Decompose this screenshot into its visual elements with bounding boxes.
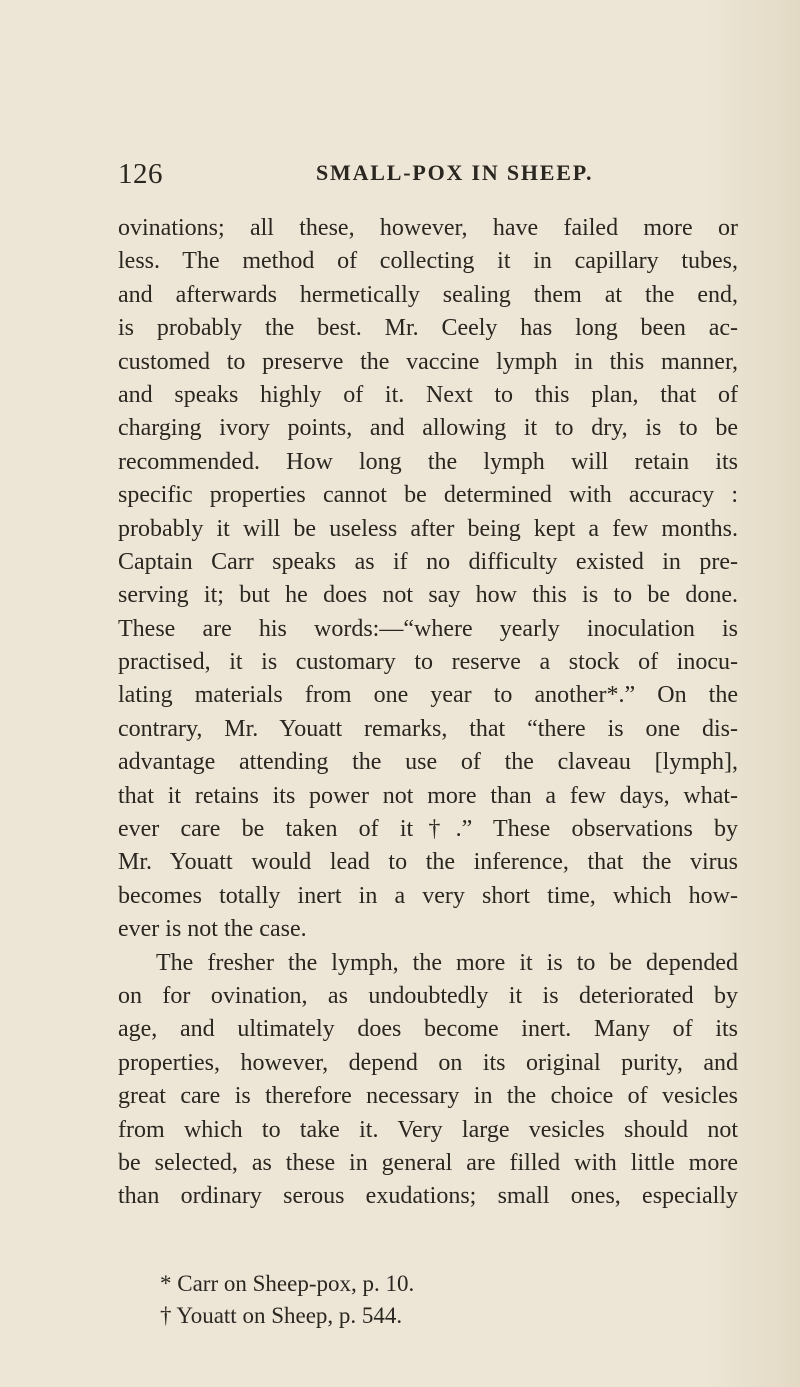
text-line: less. The method of collecting it in capillary tubes, xyxy=(118,248,738,275)
text-line: age, and ultimately does become inert. Many of its xyxy=(118,1016,738,1043)
text-line: properties, however, depend on its original purity, and xyxy=(118,1049,738,1076)
text-line: ovinations; all these, however, have failed more or xyxy=(118,215,738,241)
text-line: specific properties cannot be determined with accuracy : xyxy=(118,482,738,509)
footnote: * Carr on Sheep-pox, p. 10. xyxy=(160,1271,415,1296)
text-line: These are his words:—“where yearly inoculation is xyxy=(118,615,738,642)
text-line: becomes totally inert in a very short time, which how- xyxy=(118,882,738,909)
body-text xyxy=(118,212,738,1214)
text-line: ever care be taken of it†.” These observations by xyxy=(118,816,738,843)
text-line: serving it; but he does not say how this is to be done. xyxy=(118,582,738,609)
text-line: and speaks highly of it. Next to this plan, that of xyxy=(118,381,738,408)
text-line: ever is not the case. xyxy=(118,916,307,943)
text-line: than ordinary serous exudations; small ones, especially xyxy=(118,1183,738,1210)
text-line: The fresher the lymph, the more it is to be depended xyxy=(156,949,738,976)
text-line: on for ovination, as undoubtedly it is deteriorated by xyxy=(118,982,738,1009)
text-line: Captain Carr speaks as if no difficulty existed in pre- xyxy=(118,548,738,575)
text-line: Mr. Youatt would lead to the inference, that the virus xyxy=(118,849,738,876)
page-number: 126 xyxy=(118,158,163,190)
footnote: † Youatt on Sheep, p. 544. xyxy=(160,1303,403,1328)
text-line: charging ivory points, and allowing it to dry, is to be xyxy=(118,415,738,442)
text-line: advantage attending the use of the claveau [lymph], xyxy=(118,749,738,776)
text-line: be selected, as these in general are filled with little more xyxy=(118,1149,738,1176)
text-line: recommended. How long the lymph will retain its xyxy=(118,448,738,475)
text-line: great care is therefore necessary in the choice of vesicles xyxy=(118,1083,738,1110)
text-line: practised, it is customary to reserve a stock of inocu- xyxy=(118,649,738,676)
footnotes xyxy=(160,1268,720,1332)
text-line: from which to take it. Very large vesicles should not xyxy=(118,1116,738,1143)
page-header xyxy=(118,158,738,198)
text-line: lating materials from one year to another*.” On the xyxy=(118,682,738,709)
text-line: that it retains its power not more than a few days, what- xyxy=(118,782,738,809)
running-head: SMALL-POX IN SHEEP. xyxy=(316,160,594,185)
text-line: customed to preserve the vaccine lymph in this manner, xyxy=(118,348,738,375)
text-line: is probably the best. Mr. Ceely has long been ac- xyxy=(118,315,738,342)
text-line: and afterwards hermetically sealing them at the end, xyxy=(118,281,738,308)
text-line: probably it will be useless after being kept a few months. xyxy=(118,515,738,542)
text-line: contrary, Mr. Youatt remarks, that “there is one dis- xyxy=(118,715,738,742)
